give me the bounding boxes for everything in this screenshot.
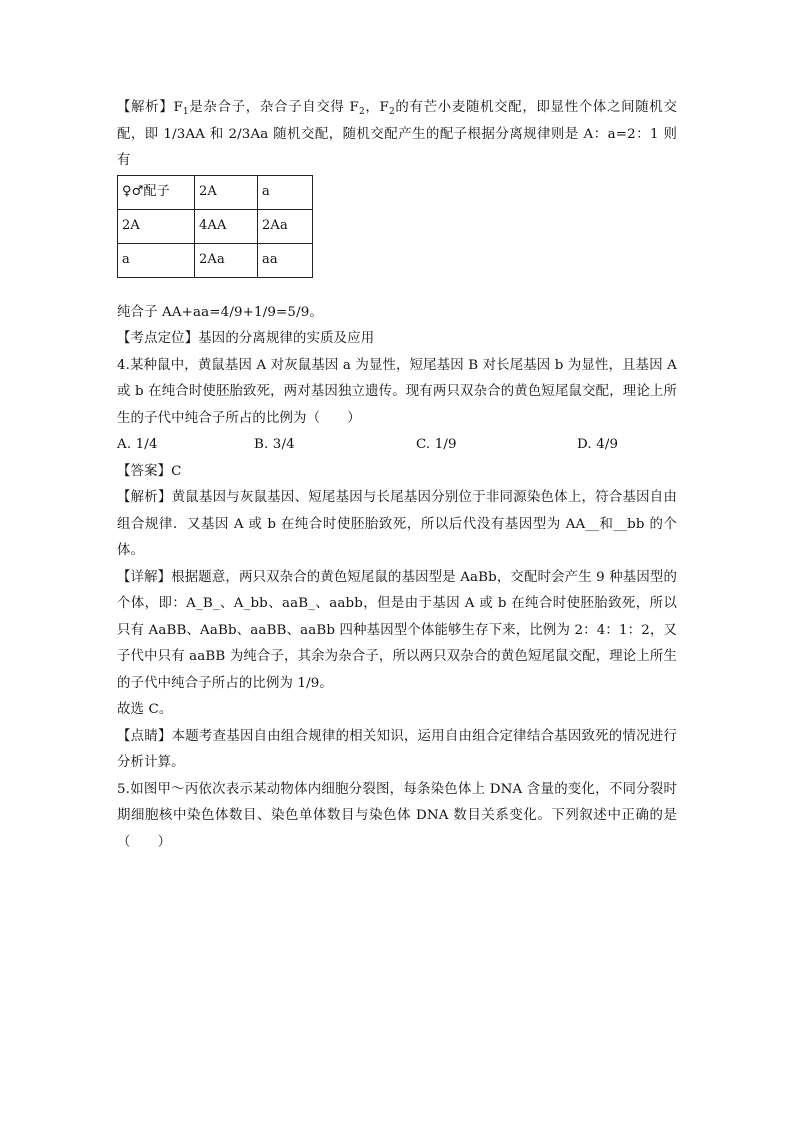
analysis-label: 【解析】 xyxy=(117,100,174,115)
table-header-cell: a xyxy=(258,175,313,209)
table-cell: a xyxy=(118,243,195,277)
table-header-cell: ♀♂配子 xyxy=(118,175,195,209)
question-4-analysis: 【解析】黄鼠基因与灰鼠基因、短尾基因与长尾基因分别位于非同源染色体上，符合基因自由组合规律．又基因 A 或 b 在纯合时使胚胎致死，所以后代没有基因型为 AA__和__bb 的个体。 xyxy=(117,490,677,558)
question-4-options xyxy=(117,432,677,459)
analysis-paragraph-1: 【解析】$F_1$是杂合子，杂合子自交得 $F_2$，$F_2$的有芒小麦随机交配，即显性个体之间随机交配，即 1/3AA 和 2/3Aa 随机交配，随机交配产生的配子根据分离规律则是 A：a=2：1 则有 xyxy=(117,100,678,168)
question-4-detail: 【详解】根据题意，两只双杂合的黄色短尾鼠的基因型是 AaBb，交配时会产生 9 种基因型的个体，即：A_B_、A_bb、aaB_、aabb，但是由于基因 A 或 b 在纯合时使胚胎致死，所以只有 AaBB、AaBb、aaBB、aaBb 四种基因型个体能够生存下来，比例为 2：4：1：2，又子代中只有 aaBB 为纯合子，其余为杂合子，所以两只双杂合的黄色短尾鼠交配，理论上所生的子代中纯合子所占的比例为 1/9。 xyxy=(117,569,677,691)
homozygote-result: 纯合子 AA+aa=4/9+1/9=5/9。 xyxy=(117,304,323,320)
question-4-answer: 【答案】C xyxy=(117,463,182,479)
option-c: C. 1/9 xyxy=(416,437,457,452)
table-header-cell: 2A xyxy=(195,175,258,209)
question-4-comment: 【点睛】本题考查基因自由组合规律的相关知识，运用自由组合定律结合基因致死的情况进行分析计算。 xyxy=(117,728,677,770)
table-row xyxy=(118,243,313,277)
table-row xyxy=(118,175,313,209)
table-cell: 2Aa xyxy=(195,243,258,277)
option-a: A. 1/4 xyxy=(117,437,158,452)
option-b: B. 3/4 xyxy=(254,437,295,452)
punnett-square-table xyxy=(117,175,313,278)
table-row xyxy=(118,209,313,243)
question-5-stem: 5.如图甲～丙依次表示某动物体内细胞分裂图，每条染色体上 DNA 含量的变化，不同分裂时期细胞核中染色体数目、染色单体数目与染色体 DNA 数目关系变化。下列叙述中正确的是（ ） xyxy=(117,781,677,850)
table-cell: 2Aa xyxy=(258,209,313,243)
table-cell: 4AA xyxy=(195,209,258,243)
document-page xyxy=(117,95,677,856)
table-cell: 2A xyxy=(118,209,195,243)
kaodian-line: 【考点定位】基因的分离规律的实质及应用 xyxy=(117,331,375,346)
table-cell: aa xyxy=(258,243,313,277)
question-4-choose: 故选 C。 xyxy=(117,702,173,717)
question-4-stem: 4.某种鼠中，黄鼠基因 A 对灰鼠基因 a 为显性，短尾基因 B 对长尾基因 b 为显性，且基因 A 或 b 在纯合时使胚胎致死，两对基因独立遗传。现有两只双杂合的黄色短尾鼠交配，理论上所生的子代中纯合子所占的比例为（ ） xyxy=(117,357,677,426)
option-d: D. 4/9 xyxy=(577,437,619,452)
